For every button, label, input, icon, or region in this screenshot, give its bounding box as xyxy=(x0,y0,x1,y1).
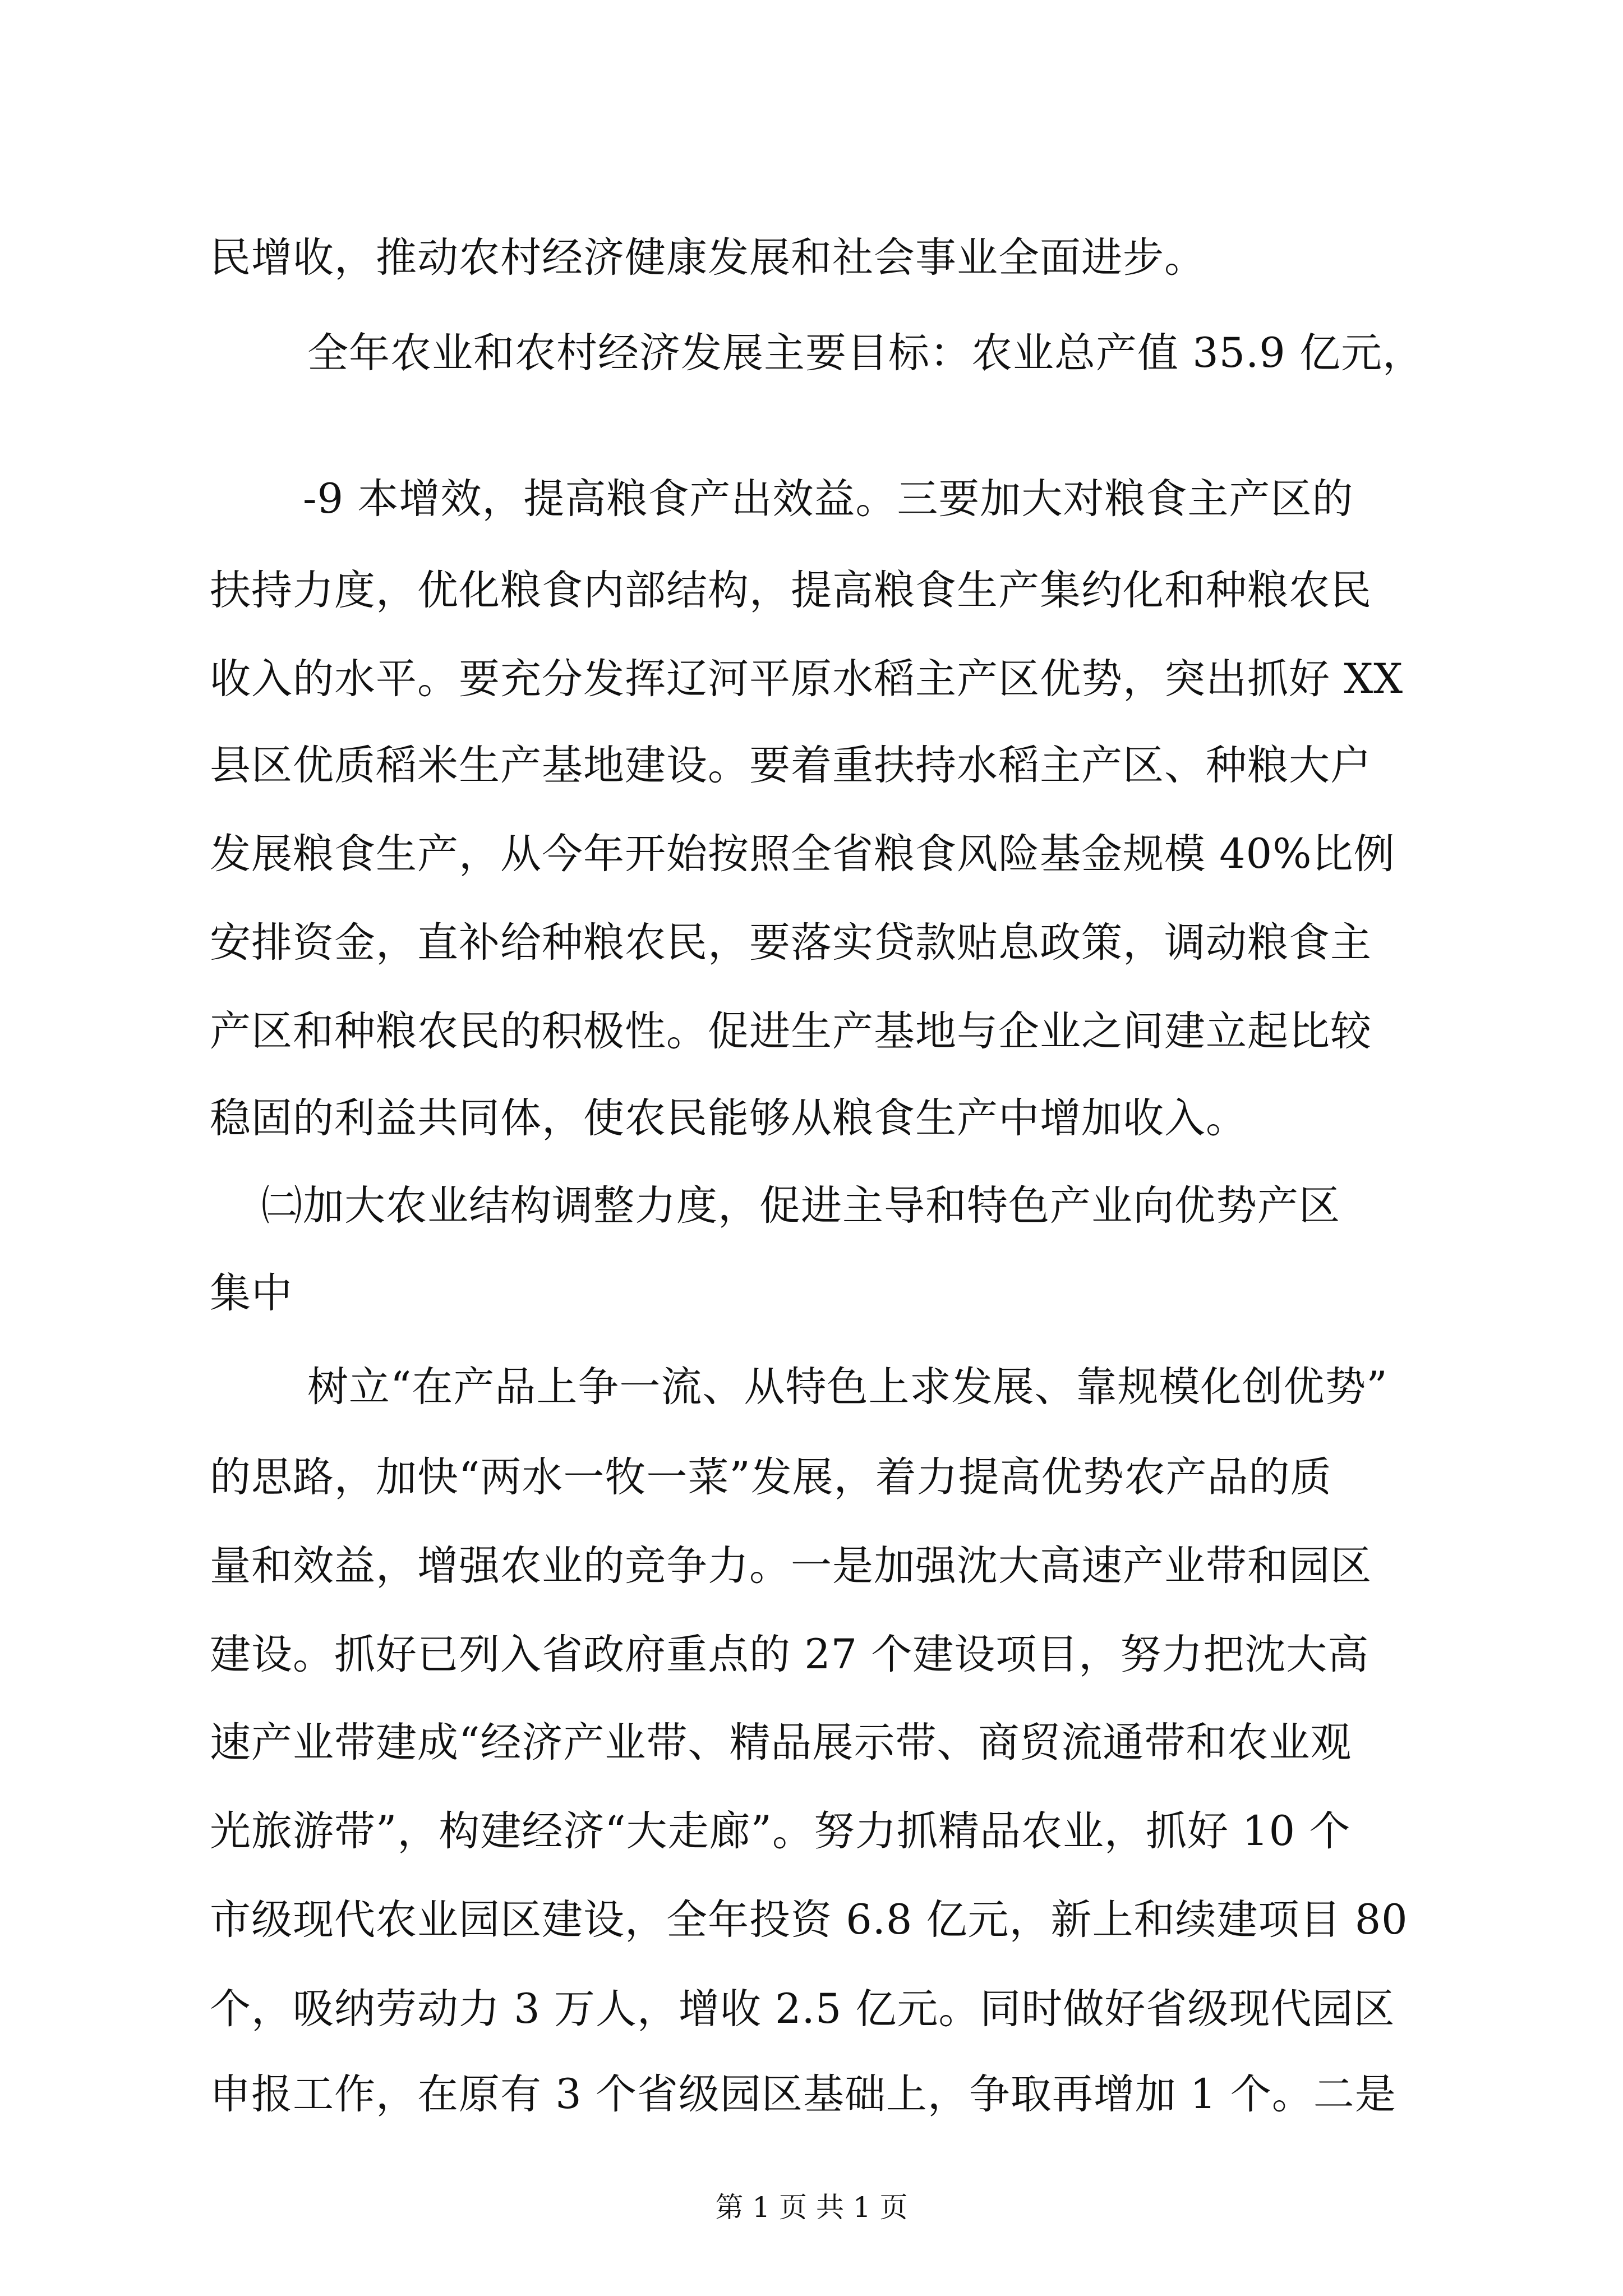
text-line-16: 建设。抓好已列入省政府重点的 27 个建设项目，努力把沈大高 xyxy=(210,1631,1370,1678)
text-line-5: 收入的水平。要充分发挥辽河平原水稻主产区优势，突出抓好 XX xyxy=(210,655,1404,703)
text-line-9: 产区和种粮农民的积极性。促进生产基地与企业之间建立起比较 xyxy=(210,1007,1372,1055)
text-line-17: 速产业带建成“经济产业带、精品展示带、商贸流通带和农业观 xyxy=(210,1719,1352,1766)
text-line-4: 扶持力度，优化粮食内部结构，提高粮食生产集约化和种粮农民 xyxy=(210,567,1372,614)
text-line-14: 的思路，加快“两水一牧一菜”发展，着力提高优势农产品的质 xyxy=(210,1453,1332,1501)
text-line-20: 个，吸纳劳动力 3 万人，增收 2.5 亿元。同时做好省级现代园区 xyxy=(210,1985,1395,2033)
text-line-19: 市级现代农业园区建设，全年投资 6.8 亿元，新上和续建项目 80 xyxy=(210,1896,1408,1944)
text-line-7: 发展粮食生产，从今年开始按照全省粮食风险基金规模 40%比例 xyxy=(210,830,1395,878)
text-line-2: 全年农业和农村经济发展主要目标：农业总产值 35.9 亿元， xyxy=(307,329,1424,377)
text-line-10: 稳固的利益共同体，使农民能够从粮食生产中增加收入。 xyxy=(210,1094,1247,1142)
text-line-18: 光旅游带”，构建经济“大走廊”。努力抓精品农业，抓好 10 个 xyxy=(210,1807,1351,1855)
section-heading-continued: 集中 xyxy=(210,1269,293,1317)
text-line-6: 县区优质稻米生产基地建设。要着重扶持水稻主产区、种粮大户 xyxy=(210,742,1372,789)
page-footer: 第 1 页 共 1 页 xyxy=(715,2191,908,2224)
text-line-13: 树立“在产品上争一流、从特色上求发展、靠规模化创优势” xyxy=(307,1363,1388,1411)
text-line-8: 安排资金，直补给种粮农民，要落实贷款贴息政策，调动粮食主 xyxy=(210,919,1372,967)
text-line-1: 民增收，推动农村经济健康发展和社会事业全面进步。 xyxy=(210,234,1206,282)
text-line-15: 量和效益，增强农业的竞争力。一是加强沈大高速产业带和园区 xyxy=(210,1542,1372,1590)
section-heading: ㈡加大农业结构调整力度，促进主导和特色产业向优势产区 xyxy=(261,1182,1340,1230)
text-line-3: -9 本增效，提高粮食产出效益。三要加大对粮食主产区的 xyxy=(303,475,1354,523)
text-line-21: 申报工作，在原有 3 个省级园区基础上，争取再增加 1 个。二是 xyxy=(210,2070,1396,2118)
